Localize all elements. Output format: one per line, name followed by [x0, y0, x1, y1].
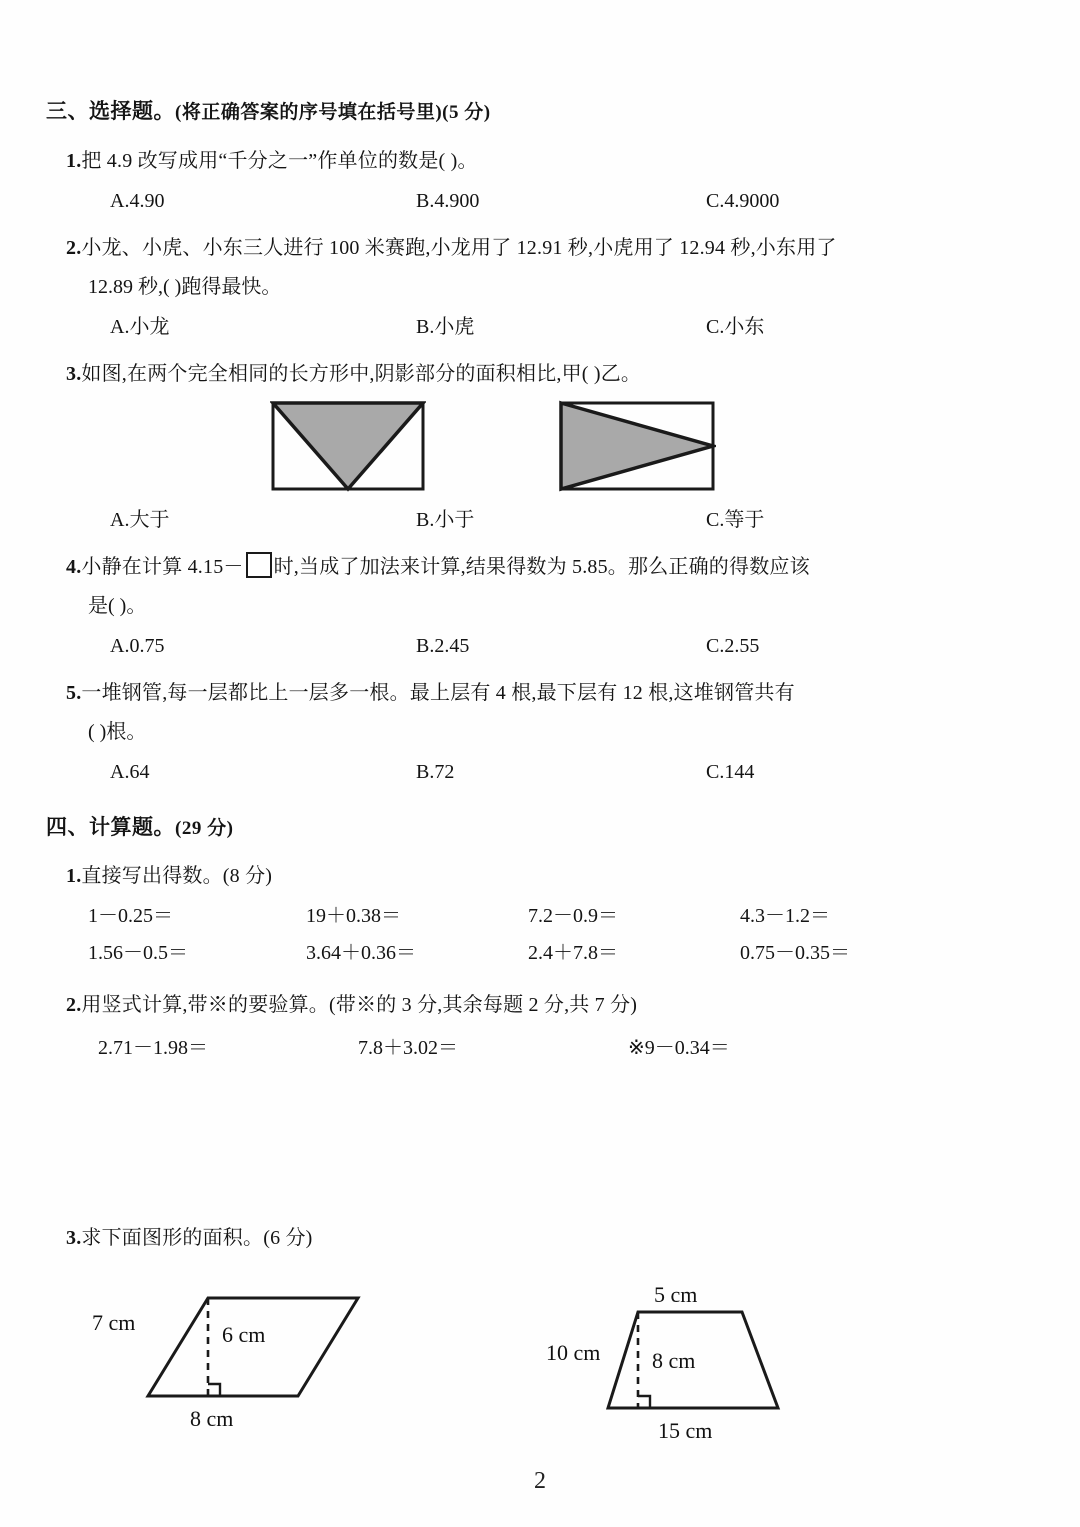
- question-1: [46, 142, 986, 181]
- question-2-option-a[interactable]: A.小龙: [110, 315, 170, 338]
- trapezoid-top-label: 5 cm: [654, 1282, 698, 1307]
- question-1-text: [66, 142, 986, 181]
- parallelogram-side-label: 7 cm: [92, 1310, 136, 1335]
- vertical-expr-2: 7.8＋3.02＝: [358, 1037, 458, 1059]
- question-4-option-c[interactable]: C.2.55: [706, 634, 760, 657]
- expr-2-4: 0.75－0.35＝: [740, 942, 850, 964]
- question-5-options: [46, 758, 986, 794]
- mental-math-row-1: [88, 902, 986, 939]
- vertical-expr-1: 2.71－1.98＝: [98, 1037, 208, 1059]
- question-3-options: [46, 506, 986, 542]
- calc-item-3-number: 3.: [66, 1227, 82, 1249]
- section-3-note: (将正确答案的序号填在括号里)(5 分): [175, 102, 491, 123]
- question-2-options: [46, 313, 986, 349]
- question-3: [46, 355, 986, 394]
- question-1-body: 把 4.9 改写成用“千分之一”作单位的数是( )。: [81, 149, 478, 172]
- parallelogram-height-label: 6 cm: [222, 1322, 266, 1347]
- question-3-body: 如图,在两个完全相同的长方形中,阴影部分的面积相比,甲( )乙。: [81, 362, 642, 385]
- figure-parallelogram: [86, 1276, 376, 1446]
- mental-math-grid: [46, 902, 986, 976]
- question-5-option-b[interactable]: B.72: [416, 760, 455, 783]
- expr-1-2: 19＋0.38＝: [306, 905, 401, 927]
- calc-item-1: [46, 857, 986, 896]
- question-4-number: 4.: [66, 555, 82, 578]
- calc-item-2-number: 2.: [66, 994, 82, 1016]
- figure-jia-rectangle-triangle: [270, 400, 426, 492]
- expr-2-1: 1.56－0.5＝: [88, 942, 188, 964]
- question-1-options: [46, 187, 986, 223]
- question-2-line1: 小龙、小虎、小东三人进行 100 米赛跑,小龙用了 12.91 秒,小虎用了 12.94 秒,小东用了: [81, 236, 837, 259]
- question-2-line2: 12.89 秒,( )跑得最快。: [88, 275, 282, 298]
- question-1-option-a[interactable]: A.4.90: [110, 189, 165, 212]
- trapezoid-side-label: 10 cm: [546, 1340, 601, 1365]
- question-3-figures: [46, 400, 986, 504]
- question-5: [46, 674, 986, 752]
- mental-math-row-2: [88, 939, 986, 976]
- question-3-text: [66, 355, 986, 394]
- question-3-option-b[interactable]: B.小于: [416, 508, 475, 531]
- question-4-text: [66, 548, 986, 587]
- question-5-text: [66, 674, 986, 713]
- question-4: [46, 548, 986, 626]
- calc-item-3-label: 求下面图形的面积。(6 分): [81, 1227, 313, 1249]
- calc-item-2-label: 用竖式计算,带※的要验算。(带※的 3 分,其余每题 2 分,共 7 分): [81, 994, 638, 1016]
- calc-item-1-number: 1.: [66, 865, 82, 887]
- calc-item-2-title: [66, 986, 986, 1025]
- question-5-option-c[interactable]: C.144: [706, 760, 755, 783]
- calc-item-1-label: 直接写出得数。(8 分): [81, 865, 273, 887]
- expr-1-4: 4.3－1.2＝: [740, 905, 830, 927]
- area-figures: [46, 1276, 986, 1476]
- section-3-title: 三、选择题。: [46, 99, 175, 123]
- question-3-option-a[interactable]: A.大于: [110, 508, 170, 531]
- page-content: [46, 96, 986, 1476]
- section-4-heading: [46, 812, 986, 844]
- calc-item-3-title: [66, 1219, 986, 1258]
- question-2-number: 2.: [66, 236, 82, 259]
- expr-2-3: 2.4＋7.8＝: [528, 942, 618, 964]
- section-4-title: 四、计算题。: [46, 814, 175, 839]
- page-number: 2: [534, 1468, 546, 1494]
- question-5-line1: 一堆钢管,每一层都比上一层多一根。最上层有 4 根,最下层有 12 根,这堆钢管共有: [81, 681, 795, 704]
- question-1-option-b[interactable]: B.4.900: [416, 189, 480, 212]
- question-3-option-c[interactable]: C.等于: [706, 508, 765, 531]
- section-4-note: (29 分): [175, 817, 234, 839]
- question-5-line2: ( )根。: [88, 720, 147, 743]
- figure-yi-rectangle-triangle: [558, 400, 716, 492]
- vertical-calc-row: [46, 1031, 986, 1069]
- question-4-option-b[interactable]: B.2.45: [416, 634, 470, 657]
- question-4-options: [46, 632, 986, 668]
- question-5-option-a[interactable]: A.64: [110, 760, 150, 783]
- answer-blank-box[interactable]: [246, 552, 272, 578]
- figure-trapezoid: [546, 1276, 846, 1456]
- question-5-number: 5.: [66, 681, 82, 704]
- question-1-number: 1.: [66, 149, 82, 172]
- expr-2-2: 3.64＋0.36＝: [306, 942, 416, 964]
- question-2-option-c[interactable]: C.小东: [706, 315, 765, 338]
- question-1-option-c[interactable]: C.4.9000: [706, 189, 780, 212]
- expr-1-3: 7.2－0.9＝: [528, 905, 618, 927]
- calc-item-3: [46, 1219, 986, 1258]
- trapezoid-height-label: 8 cm: [652, 1348, 696, 1373]
- question-4-option-a[interactable]: A.0.75: [110, 634, 165, 657]
- question-2-text: [66, 229, 986, 268]
- vertical-expr-3: ※9－0.34＝: [628, 1037, 730, 1059]
- vertical-calc-expressions: [88, 1031, 986, 1069]
- working-space: [46, 1069, 986, 1219]
- question-4-line1-before: 小静在计算 4.15－: [81, 555, 244, 578]
- trapezoid-bottom-label: 15 cm: [658, 1418, 713, 1443]
- section-3-heading: [46, 96, 986, 128]
- calc-item-1-title: [66, 857, 986, 896]
- expr-1-1: 1－0.25＝: [88, 905, 173, 927]
- question-4-line2: 是( )。: [88, 594, 147, 617]
- question-2: [46, 229, 986, 307]
- parallelogram-base-label: 8 cm: [190, 1406, 234, 1431]
- calc-item-2: [46, 986, 986, 1025]
- question-3-number: 3.: [66, 362, 82, 385]
- question-4-line1-after: 时,当成了加法来计算,结果得数为 5.85。那么正确的得数应该: [273, 555, 810, 578]
- question-2-option-b[interactable]: B.小虎: [416, 315, 475, 338]
